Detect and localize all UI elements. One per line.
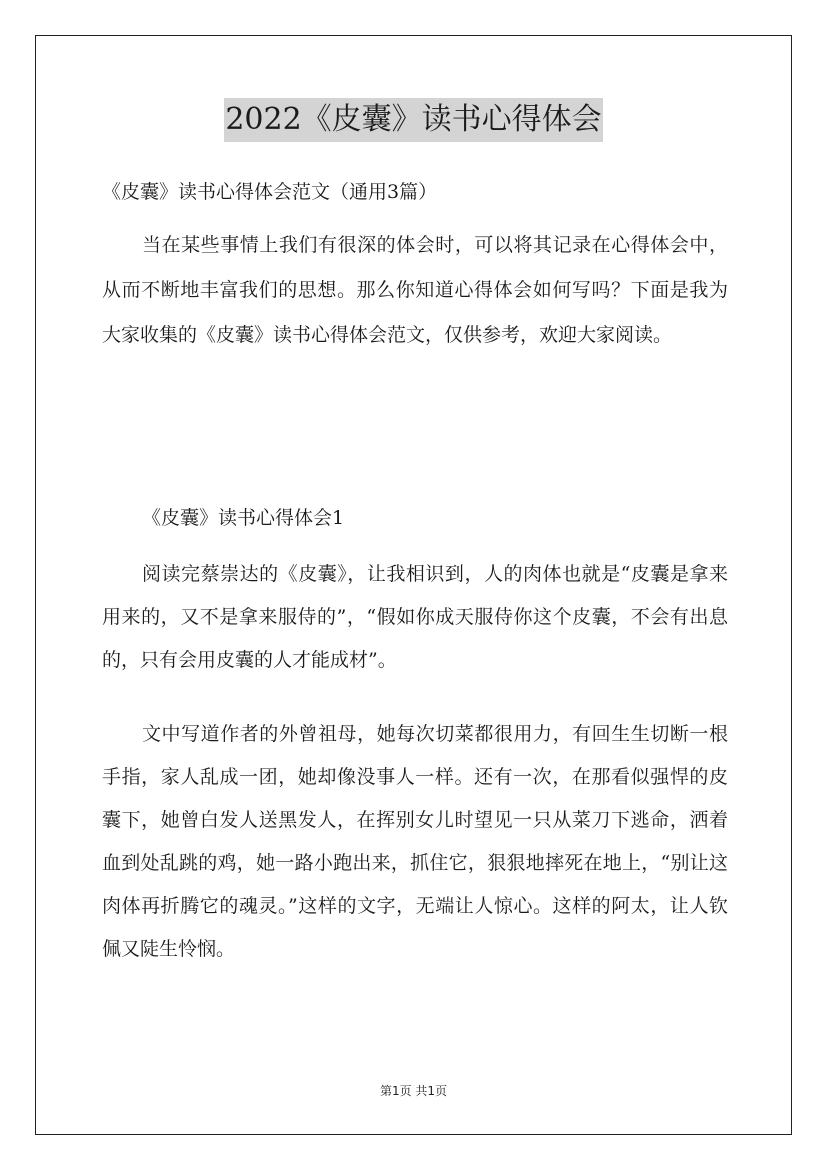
document-subtitle: 《皮囊》读书心得体会范文（通用3篇）: [102, 181, 438, 203]
body-paragraph-1: 阅读完蔡崇达的《皮囊》，让我相识到，人的肉体也就是“皮囊是拿来用来的，又不是拿来服侍的”，“假如你成天服侍你这个皮囊，不会有出息的，只有会用皮囊的人才能成材”。: [102, 563, 728, 671]
intro-paragraph: 当在某些事情上我们有很深的体会时，可以将其记录在心得体会中，从而不断地丰富我们的思想。那么你知道心得体会如何写吗？下面是我为大家收集的《皮囊》读书心得体会范文，仅供参考，欢迎大家阅读。: [102, 234, 728, 346]
document-title: 2022《皮囊》读书心得体会: [224, 98, 602, 142]
page-footer: 第1页 共1页: [379, 1084, 448, 1098]
title-container: [0, 98, 827, 142]
section-heading: 《皮囊》读书心得体会1: [142, 507, 345, 529]
body-paragraph-2: 文中写道作者的外曾祖母，她每次切菜都很用力，有回生生切断一根手指，家人乱成一团，她却像没事人一样。还有一次，在那看似强悍的皮囊下，她曾白发人送黑发人，在挥别女儿时望见一只从菜刀下逃命，洒着血到处乱跳的鸡，她一路小跑出来，抓住它，狠狠地摔死在地上，“别让这肉体再折腾它的魂灵。”这样的文字，无端让人惊心。这样的阿太，让人钦佩又陡生怜悯。: [102, 723, 728, 960]
